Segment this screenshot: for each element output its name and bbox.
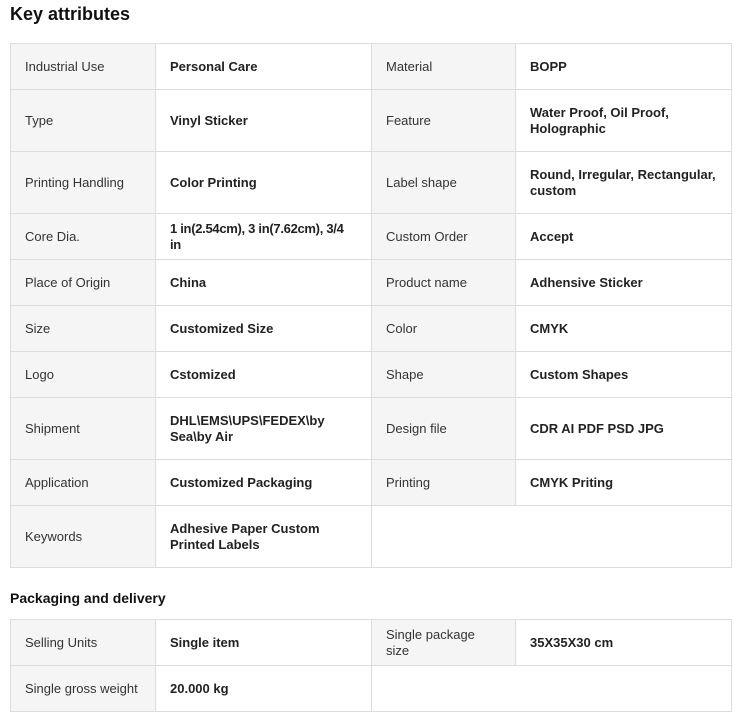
attribute-label: Design file	[372, 398, 516, 460]
attribute-label: Logo	[11, 352, 156, 398]
key-attributes-heading: Key attributes	[10, 4, 131, 24]
attribute-value: Customized Packaging	[156, 460, 372, 506]
table-row	[11, 460, 732, 506]
attribute-label: Product name	[372, 260, 516, 306]
attribute-value: Adhensive Sticker	[516, 260, 732, 306]
table-row	[11, 306, 732, 352]
attribute-label: Printing Handling	[11, 152, 156, 214]
attribute-label: Single package size	[372, 620, 516, 666]
attribute-value: CMYK Priting	[516, 460, 732, 506]
attribute-label: Single gross weight	[11, 666, 156, 712]
attribute-value: DHL\EMS\UPS\FEDEX\by Sea\by Air	[156, 398, 372, 460]
table-row	[11, 620, 732, 666]
key-attributes-table	[10, 43, 732, 568]
table-row	[11, 666, 732, 712]
attribute-label: Size	[11, 306, 156, 352]
table-row	[11, 152, 732, 214]
table-row	[11, 44, 732, 90]
attribute-value: Cstomized	[156, 352, 372, 398]
attribute-label: Place of Origin	[11, 260, 156, 306]
packaging-table	[10, 619, 732, 712]
attribute-label: Application	[11, 460, 156, 506]
attribute-label: Selling Units	[11, 620, 156, 666]
attribute-label: Feature	[372, 90, 516, 152]
attribute-label: Material	[372, 44, 516, 90]
attribute-label: Label shape	[372, 152, 516, 214]
attribute-value: Single item	[156, 620, 372, 666]
attribute-value: BOPP	[516, 44, 732, 90]
attribute-value: Customized Size	[156, 306, 372, 352]
table-row	[11, 260, 732, 306]
attribute-label: Color	[372, 306, 516, 352]
attribute-label: Industrial Use	[11, 44, 156, 90]
attribute-value: 20.000 kg	[156, 666, 372, 712]
attribute-value: Accept	[516, 214, 732, 260]
attribute-value: CMYK	[516, 306, 732, 352]
attribute-value: China	[156, 260, 372, 306]
attribute-label: Custom Order	[372, 214, 516, 260]
attribute-label: Core Dia.	[11, 214, 156, 260]
attribute-label: Printing	[372, 460, 516, 506]
attribute-value: Personal Care	[156, 44, 372, 90]
attribute-value: Water Proof, Oil Proof, Holographic	[516, 90, 732, 152]
attribute-value: Color Printing	[156, 152, 372, 214]
table-row	[11, 506, 732, 568]
attribute-label: Type	[11, 90, 156, 152]
empty-cell	[372, 666, 732, 712]
table-row	[11, 214, 732, 260]
attribute-value: 35X35X30 cm	[516, 620, 732, 666]
attribute-value: Adhesive Paper Custom Printed Labels	[156, 506, 372, 568]
table-row	[11, 352, 732, 398]
table-row	[11, 90, 732, 152]
attribute-value: 1 in(2.54cm), 3 in(7.62cm), 3/4 in	[156, 214, 372, 260]
attribute-value: Vinyl Sticker	[156, 90, 372, 152]
attribute-label: Keywords	[11, 506, 156, 568]
packaging-heading: Packaging and delivery	[10, 590, 166, 606]
empty-cell	[372, 506, 732, 568]
attribute-label: Shipment	[11, 398, 156, 460]
attribute-value: CDR AI PDF PSD JPG	[516, 398, 732, 460]
attribute-value: Round, Irregular, Rectangular, custom	[516, 152, 732, 214]
table-row	[11, 398, 732, 460]
attribute-label: Shape	[372, 352, 516, 398]
attribute-value: Custom Shapes	[516, 352, 732, 398]
